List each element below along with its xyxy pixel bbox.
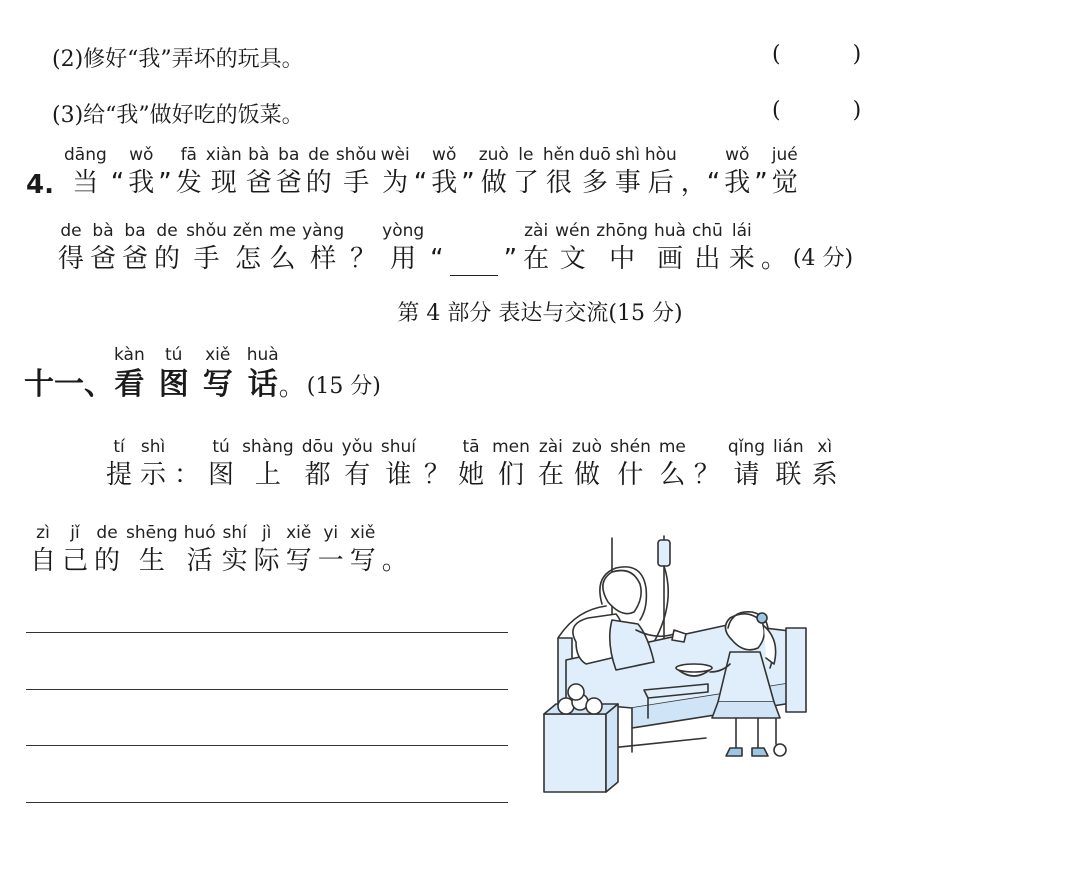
ruby-char [812,436,838,492]
question-item-3: (3)给“我”做好吃的饭菜。 [52,103,304,128]
ruby-char [222,522,248,578]
pinyin: zuò [571,437,602,457]
ruby-char [596,220,648,276]
ruby-char [276,144,302,200]
question-4-score: (4 分) [792,246,854,271]
question-4-line-2b [504,220,787,276]
pinyin: men [492,437,530,457]
ruby-char [186,220,227,276]
pinyin: shén [610,437,651,457]
question-item-2: (2)修好“我”弄坏的玩具。 [52,47,304,72]
pinyin: huó [183,523,216,543]
answer-blank[interactable] [450,220,498,276]
pinyin: shēng [126,523,178,543]
ruby-char [543,144,575,200]
pinyin: hòu [644,145,677,165]
ruby-char [306,144,332,200]
ruby-char [122,220,148,276]
ruby-char [504,220,517,276]
hanzi: 我 [724,168,751,198]
hanzi: ？ [350,244,377,274]
pinyin: me [658,437,686,457]
ruby-char [302,436,334,492]
pinyin: ba [124,221,146,241]
hanzi: 事 [614,168,641,198]
hanzi: “ [430,244,444,274]
hanzi: 样 [310,244,337,274]
ruby-char [58,220,84,276]
hanzi: ” [158,168,172,198]
hanzi: 中 [609,244,636,274]
hanzi: 话 [247,367,278,402]
ruby-char [694,436,720,492]
pinyin: de [308,145,330,165]
ruby-char [382,220,424,276]
ruby-char [555,220,590,276]
hanzi: 做 [573,460,600,490]
pinyin: dōu [301,437,334,457]
ruby-char [140,436,166,492]
pinyin: zěn [232,221,264,241]
hanzi: 当 [72,168,99,198]
pinyin: xiě [350,523,376,543]
ruby-char [381,144,410,200]
hanzi: 。 [760,244,787,274]
ruby-char [431,144,457,200]
pinyin: tā [462,437,480,457]
ruby-char [176,144,202,200]
question-4-number: 4. [26,170,54,200]
pinyin: huà [246,345,279,365]
ruby-char [342,436,373,492]
section-11-prefix: 十一、 [24,367,114,402]
pinyin: shàng [242,437,294,457]
pinyin: fā [180,145,197,165]
writing-line-1[interactable] [26,632,508,633]
ruby-char [246,144,272,200]
hanzi: 我 [128,168,155,198]
section-11-period: 。 [278,372,305,402]
ruby-char [242,436,294,492]
question-4-line-1 [64,144,798,200]
hint-line-2 [30,522,408,578]
ruby-char [382,522,408,578]
pinyin: shǒu [186,221,227,241]
ruby-char [106,436,132,492]
bedside-cabinet [544,714,606,792]
hanzi: 手 [343,168,370,198]
writing-line-2[interactable] [26,689,508,690]
ruby-char [538,436,564,492]
pinyin: ba [278,145,300,165]
ruby-char [206,144,242,200]
pinyin: lián [773,437,804,457]
ruby-char [610,436,651,492]
hanzi: 的 [154,244,181,274]
ruby-char [174,436,200,492]
ruby-char [318,522,344,578]
ruby-char [458,436,484,492]
hanzi: 爸 [122,244,149,274]
pinyin: shuí [380,437,417,457]
ruby-char [203,344,233,404]
hint-line-1 [106,436,838,492]
pinyin: de [60,221,82,241]
pinyin: qǐng [727,437,766,457]
ruby-char [430,220,443,276]
hanzi: 有 [344,460,371,490]
ruby-char [381,436,416,492]
hanzi: 己 [62,546,89,576]
ruby-char [728,436,765,492]
pinyin: zì [36,523,50,543]
hanzi: 际 [253,546,280,576]
pinyin: le [518,145,534,165]
hanzi: 现 [210,168,237,198]
ruby-char [724,144,750,200]
ruby-char [62,522,88,578]
ruby-char [645,144,677,200]
ruby-char [233,220,263,276]
hanzi: 谁 [385,460,412,490]
pinyin: jǐ [70,523,80,543]
ruby-char [461,144,474,200]
pinyin: shí [222,523,247,543]
hanzi: 一 [317,546,344,576]
pinyin: yòng [382,221,425,241]
hanzi: ？ [424,460,451,490]
hanzi: 为 [382,168,409,198]
section-11-heading [24,344,381,404]
hanzi: 写 [202,367,233,402]
pinyin: shì [615,145,640,165]
hanzi: 出 [694,244,721,274]
pinyin: zài [538,437,563,457]
pinyin: bà [248,145,270,165]
ruby-char [254,522,280,578]
hanzi: 上 [254,460,281,490]
ruby-char [572,436,602,492]
pinyin: xì [817,437,833,457]
hanzi: 的 [94,546,121,576]
hanzi: 在 [523,244,550,274]
ruby-char [424,436,450,492]
ruby-char [286,522,312,578]
ruby-char [336,144,377,200]
ruby-char [729,220,755,276]
ruby-char [114,344,145,404]
hanzi: 都 [304,460,331,490]
hanzi: 提 [106,460,133,490]
hanzi: 觉 [771,168,798,198]
ruby-char [492,436,530,492]
question-4-line-2a [58,220,444,276]
ruby-char [158,144,171,200]
pinyin: wǒ [725,145,750,165]
ruby-char [479,144,509,200]
hanzi: 看 [114,367,145,402]
ruby-char [579,144,611,200]
hanzi: “ [413,168,428,198]
hanzi: ？ [693,460,720,490]
hanzi: 文 [559,244,586,274]
ruby-char [754,144,767,200]
hanzi: 。 [381,546,408,576]
hanzi: 活 [186,546,213,576]
pinyin: lái [731,221,752,241]
pinyin: yi [323,523,339,543]
pinyin: yàng [302,221,345,241]
pinyin: zhōng [596,221,648,241]
ruby-char [681,144,720,200]
pinyin: jué [771,145,798,165]
hanzi: 发 [175,168,202,198]
hanzi: “ [110,168,125,198]
hanzi: 手 [193,244,220,274]
pinyin: de [96,523,118,543]
hanzi: 我 [431,168,458,198]
hanzi: 什 [617,460,644,490]
ruby-char [761,220,787,276]
ruby-char [208,436,234,492]
ruby-char [269,220,296,276]
hanzi: ” [503,244,518,274]
writing-line-3[interactable] [26,745,508,746]
hanzi: 实 [221,546,248,576]
pinyin: dāng [64,145,107,165]
hanzi: 的 [305,168,332,198]
question-4-line-2 [58,220,853,276]
pinyin: shì [140,437,166,457]
ruby-char [128,144,154,200]
hanzi: 示 [140,460,167,490]
ruby-char [94,522,120,578]
ruby-char [126,522,178,578]
hanzi: 很 [545,168,572,198]
pinyin: xiě [286,523,312,543]
hospital-illustration [536,532,828,798]
pinyin: wèi [380,145,410,165]
ruby-char [64,144,107,200]
hanzi: 爸 [90,244,117,274]
hanzi: 请 [733,460,760,490]
hanzi: 画 [656,244,683,274]
pinyin: xiě [205,345,231,365]
pinyin: wǒ [432,145,457,165]
section-11-title [114,344,279,404]
hanzi: 怎 [234,244,261,274]
ruby-char [302,220,344,276]
hanzi: 后 [647,168,674,198]
pinyin: huà [653,221,686,241]
ruby-char [154,220,180,276]
answer-paren-2[interactable]: ( ) [772,42,862,67]
hanzi: 用 [390,244,417,274]
hanzi: 图 [208,460,235,490]
hanzi: 写 [349,546,376,576]
hanzi: ” [461,168,475,198]
pinyin: de [156,221,178,241]
ruby-char [184,522,216,578]
pinyin: yǒu [341,437,373,457]
ruby-char [773,436,804,492]
ruby-char [111,144,124,200]
hanzi: 做 [480,168,507,198]
pinyin: duō [578,145,611,165]
hanzi: ： [174,460,201,490]
hanzi: 联 [775,460,802,490]
hanzi: 么 [269,244,296,274]
writing-line-4[interactable] [26,802,508,803]
pinyin: me [269,221,297,241]
hanzi: 图 [158,367,189,402]
hanzi: ，“ [680,168,721,198]
hanzi: 她 [458,460,485,490]
hanzi: 自 [30,546,57,576]
pinyin: chū [691,221,723,241]
pinyin: tú [165,345,183,365]
hanzi: ” [754,168,768,198]
ruby-char [247,344,279,404]
ruby-char [30,522,56,578]
hanzi: 来 [728,244,755,274]
hanzi: 们 [497,460,524,490]
hanzi: 生 [138,546,165,576]
pinyin: xiàn [205,145,242,165]
ruby-char [513,144,539,200]
pinyin: zuò [478,145,509,165]
ruby-char [692,220,723,276]
pinyin: kàn [114,345,145,365]
pinyin: tú [212,437,230,457]
hanzi: 爸 [275,168,302,198]
pinyin: zài [524,221,549,241]
hanzi: 了 [512,168,539,198]
pinyin: jì [261,523,272,543]
pinyin: hěn [542,145,575,165]
part-4-heading: 第 4 部分 表达与交流(15 分) [397,301,683,326]
ruby-char [615,144,641,200]
hanzi: 得 [58,244,85,274]
ruby-char [350,220,376,276]
hanzi: 系 [811,460,838,490]
ruby-char [90,220,116,276]
ruby-char [659,436,686,492]
pinyin: tí [113,437,125,457]
ruby-char [159,344,189,404]
hanzi: 在 [537,460,564,490]
ruby-char [654,220,686,276]
ruby-char [350,522,376,578]
hanzi: 爸 [245,168,272,198]
ruby-char [414,144,427,200]
pinyin: wén [555,221,591,241]
pinyin: bà [92,221,114,241]
hanzi: 多 [581,168,608,198]
ruby-char [772,144,798,200]
section-11-score: (15 分) [306,374,381,399]
pinyin: shǒu [335,145,377,165]
hanzi: 写 [285,546,312,576]
answer-paren-3[interactable]: ( ) [772,98,862,123]
ruby-char [523,220,549,276]
hanzi: 么 [659,460,686,490]
pinyin: wǒ [129,145,154,165]
